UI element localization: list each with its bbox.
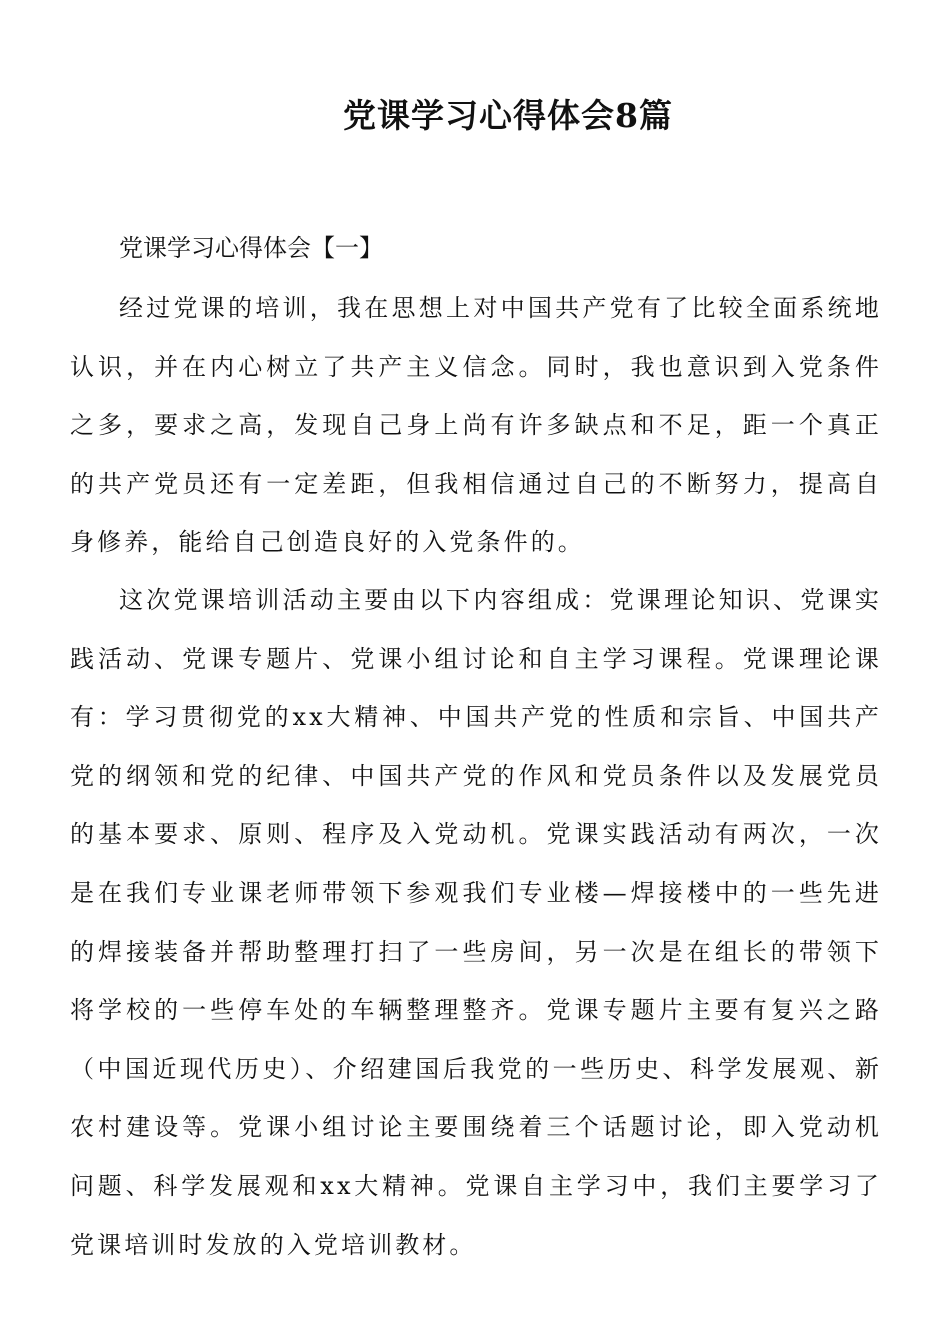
paragraph-1: 经过党课的培训，我在思想上对中国共产党有了比较全面系统地认识，并在内心树立了共产主义信念。同时，我也意识到入党条件之多，要求之高，发现自己身上尚有许多缺点和不足，距一个真正的共产党员还有一定差距，但我相信通过自己的不断努力，提高自身修养，能给自己创造良好的入党条件的。 <box>70 294 882 557</box>
paragraph-2: 这次党课培训活动主要由以下内容组成：党课理论知识、党课实践活动、党课专题片、党课小组讨论和自主学习课程。党课理论课有：学习贯彻党的xx大精神、中国共产党的性质和宗旨、中国共产党的纲领和党的纪律、中国共产党的作风和党员条件以及发展党员的基本要求、原则、程序及入党动机。党课实践活动有两次，一次是在我们专业课老师带领下参观我们专业楼—焊接楼中的一些先进的焊接装备并帮助整理打扫了一些房间，另一次是在组长的带领下将学校的一些停车处的车辆整理整齐。党课专题片主要有复兴之路（中国近现代历史）、介绍建国后我党的一些历史、科学发展观、新农村建设等。党课小组讨论主要围绕着三个话题讨论，即入党动机问题、科学发展观和xx大精神。党课自主学习中，我们主要学习了党课培训时发放的入党培训教材。 <box>70 586 882 1259</box>
document-title: 党课学习心得体会8篇 <box>343 96 673 135</box>
section-heading: 党课学习心得体会【一】 <box>119 234 383 262</box>
